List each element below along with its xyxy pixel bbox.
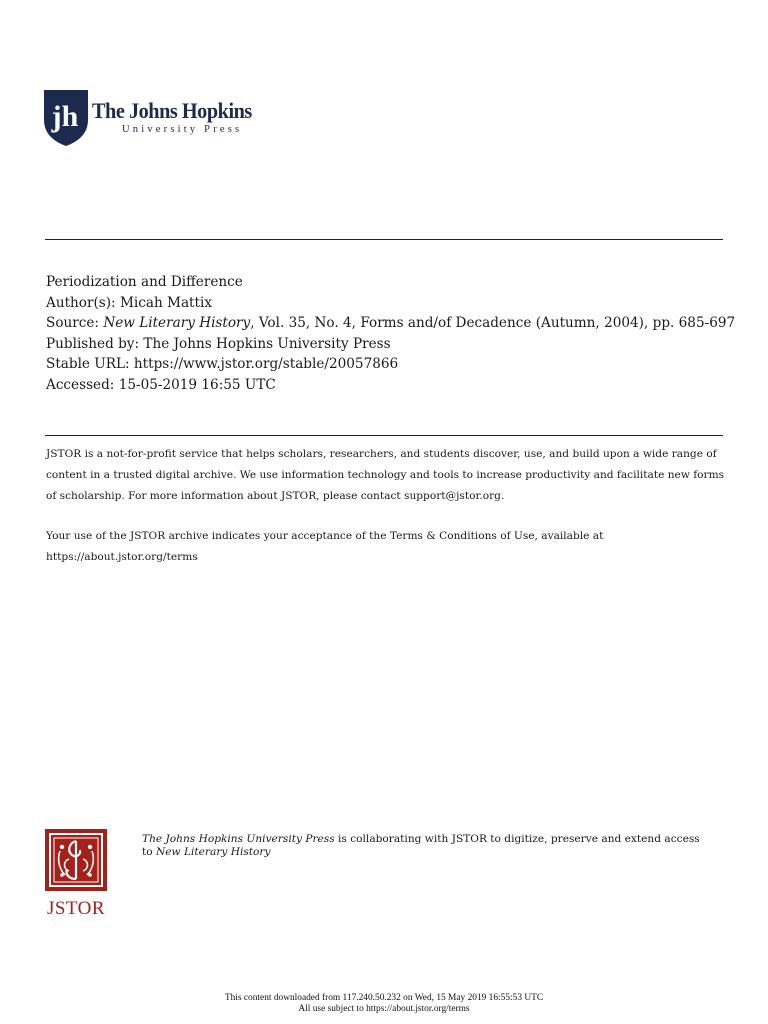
collab-text: is collaborating with JSTOR to digitize, preserve and extend access to [142, 833, 700, 858]
stable-url-link[interactable]: https://www.jstor.org/stable/20057866 [133, 356, 399, 373]
notice-paragraph-1: JSTOR is a not-for-profit service that helps scholars, researchers, and students discover, use, and build upon a wide range of content in a trusted digital archive. We use information technology and tools to increase productivity and facilitate new forms of scholarship. For more information about JSTOR, please contact support@jstor.org. [46, 448, 725, 502]
footer-line-1: This content downloaded from 117.240.50.232 on Wed, 15 May 2019 16:55:53 UTC [224, 993, 544, 1003]
publisher-monogram: jh [51, 100, 79, 133]
notice-paragraph-2: Your use of the JSTOR archive indicates your acceptance of the Terms & Conditions of Use, available at https://about.jstor.org/terms [46, 530, 604, 564]
author-line [46, 293, 736, 314]
published-label: Published by: [46, 335, 140, 352]
publisher-wordmark [92, 100, 266, 135]
jstor-logo [45, 829, 107, 920]
source-label: Source: [46, 315, 99, 332]
stable-url-line [46, 354, 736, 375]
publisher-logo [44, 90, 266, 148]
jstor-wordmark: JSTOR [46, 898, 106, 919]
jstor-emblem-icon [45, 829, 107, 891]
publisher-line [46, 334, 736, 355]
source-line [46, 313, 736, 334]
journal-name: New Literary History [103, 315, 251, 332]
collaboration-statement [142, 833, 702, 859]
accessed-label: Accessed: [46, 376, 115, 393]
article-title: Periodization and Difference [46, 274, 243, 290]
footer-line-2: All use subject to https://about.jstor.org/terms [298, 1004, 470, 1014]
logo-subtitle: University Press [122, 124, 243, 135]
article-metadata [46, 272, 736, 396]
download-footer [0, 993, 768, 1015]
collab-journal: New Literary History [156, 846, 271, 858]
logo-name: Johns Hopkins [128, 98, 252, 123]
source-details: , Vol. 35, No. 4, Forms and/of Decadence (Autumn, 2004), pp. 685-697 [250, 315, 736, 332]
collab-publisher: The Johns Hopkins University Press [142, 833, 335, 845]
stable-url-label: Stable URL: [46, 356, 130, 373]
jstor-notice [46, 444, 726, 568]
accessed-line [46, 375, 736, 396]
logo-the: The [92, 98, 125, 123]
author-name: Micah Mattix [119, 294, 212, 311]
publisher-name: The Johns Hopkins University Press [143, 335, 391, 352]
divider-middle [45, 435, 723, 436]
accessed-date: 15-05-2019 16:55 UTC [118, 376, 276, 393]
divider-top [45, 239, 723, 240]
publisher-shield-icon [44, 90, 88, 146]
author-label: Author(s): [46, 294, 116, 311]
